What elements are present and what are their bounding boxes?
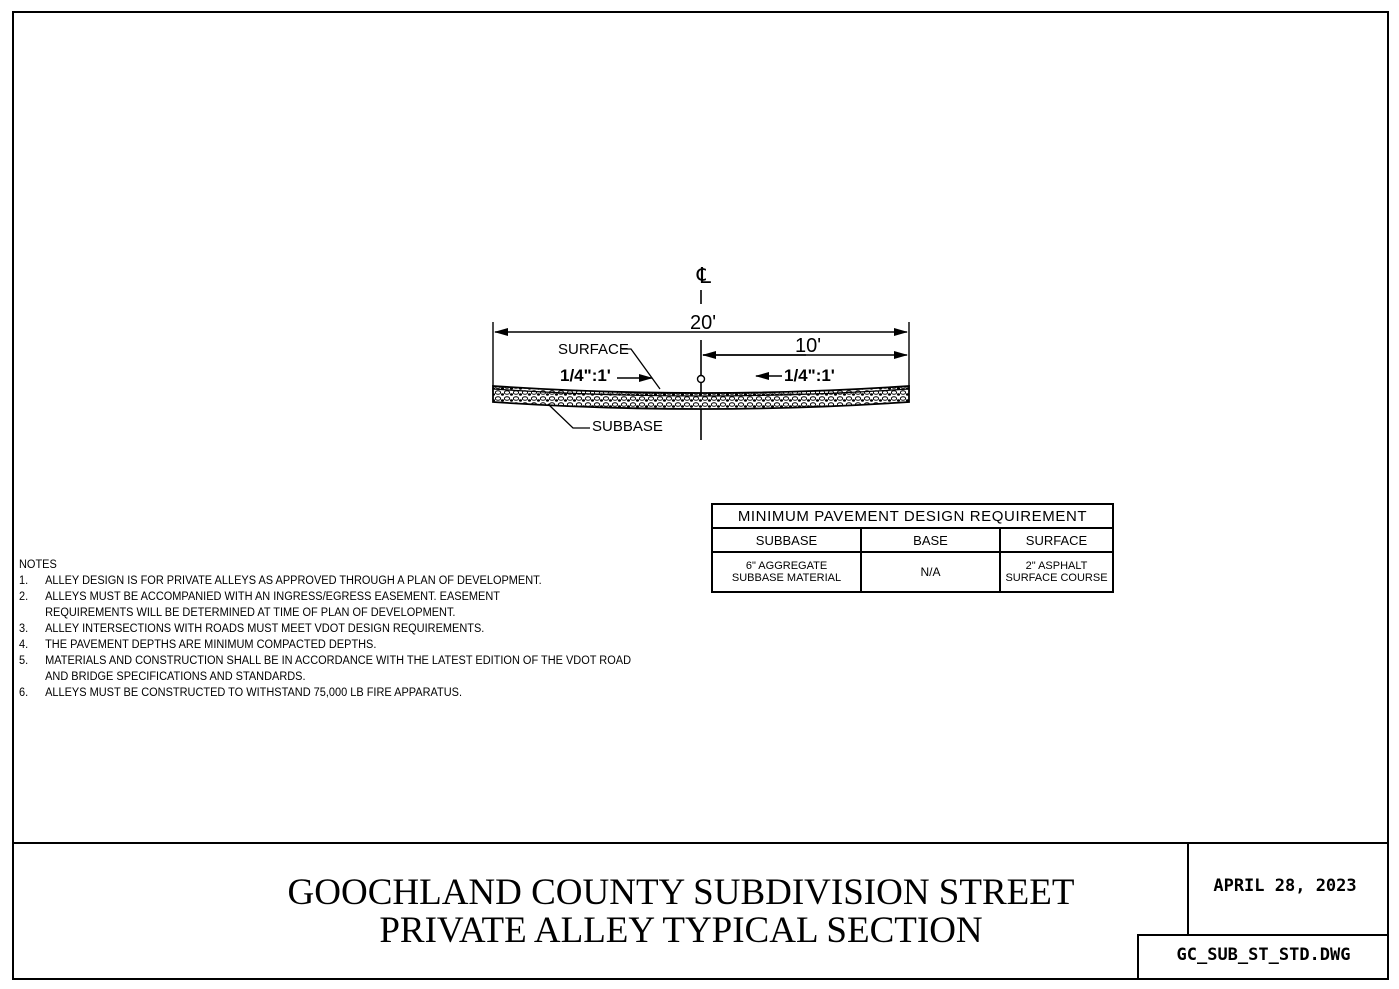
note-number: 1. — [19, 573, 29, 587]
drawing-title-line2: PRIVATE ALLEY TYPICAL SECTION — [379, 910, 983, 951]
note-text: ALLEY INTERSECTIONS WITH ROADS MUST MEET VDOT DESIGN REQUIREMENTS. — [45, 621, 485, 635]
drawing-file-name: GC_SUB_ST_STD.DWG — [1176, 945, 1351, 965]
drawing-title — [200, 874, 1162, 950]
title-block-date-divider — [1137, 934, 1389, 936]
note-number: 6. — [19, 685, 29, 699]
cell-surface-line1: 2" ASPHALT — [1025, 560, 1088, 572]
cell-surface — [1000, 552, 1113, 592]
header-subbase: SUBBASE — [712, 528, 861, 552]
header-base: BASE — [861, 528, 1000, 552]
note-number: 3. — [19, 621, 29, 635]
subbase-label: SUBBASE — [592, 418, 663, 435]
title-block-divider — [12, 842, 1389, 844]
note-text: ALLEYS MUST BE CONSTRUCTED TO WITHSTAND 75,000 LB FIRE APPARATUS. — [45, 685, 463, 699]
note-item — [19, 684, 675, 700]
note-text: THE PAVEMENT DEPTHS ARE MINIMUM COMPACTED DEPTHS. — [45, 637, 377, 651]
title-block-vertical-divider — [1187, 842, 1189, 936]
table-title: MINIMUM PAVEMENT DESIGN REQUIREMENT — [712, 504, 1113, 528]
notes-list — [19, 572, 675, 700]
centerline-point-marker — [698, 376, 705, 383]
header-surface: SURFACE — [1000, 528, 1113, 552]
surface-label: SURFACE — [558, 341, 629, 358]
centerline-symbol: ℄ — [696, 263, 712, 288]
note-item — [19, 572, 675, 588]
drawing-date: APRIL 28, 2023 — [1213, 876, 1357, 896]
note-text: MATERIALS AND CONSTRUCTION SHALL BE IN ACCORDANCE WITH THE LATEST EDITION OF THE VDOT ROAD AND BRIDGE SPECIFICATIONS AND STANDARDS. — [45, 653, 632, 683]
note-number: 2. — [19, 589, 29, 603]
dimension-10ft-label: 10' — [794, 335, 822, 357]
cell-subbase-line2: SUBBASE MATERIAL — [731, 572, 842, 584]
cell-surface-line2: SURFACE COURSE — [1005, 572, 1108, 584]
note-item — [19, 588, 675, 620]
note-text: ALLEY DESIGN IS FOR PRIVATE ALLEYS AS APPROVED THROUGH A PLAN OF DEVELOPMENT. — [45, 573, 542, 587]
note-number: 4. — [19, 637, 29, 651]
slope-left-label: 1/4":1' — [560, 366, 611, 385]
cell-subbase — [712, 552, 861, 592]
slope-right-label: 1/4":1' — [784, 366, 835, 385]
note-item — [19, 636, 675, 652]
note-text: ALLEYS MUST BE ACCOMPANIED WITH AN INGRESS/EGRESS EASEMENT. EASEMENT REQUIREMENTS WILL BE DETERMINED AT TIME OF PLAN OF DEVELOPMENT. — [45, 589, 500, 619]
pavement-requirement-table — [711, 503, 1114, 593]
note-number: 5. — [19, 653, 29, 667]
note-item — [19, 652, 675, 684]
note-item — [19, 620, 675, 636]
drawing-sheet-border — [12, 11, 1389, 980]
drawing-title-line1: GOOCHLAND COUNTY SUBDIVISION STREET — [287, 872, 1075, 913]
cell-base: N/A — [861, 552, 1000, 592]
notes-heading: NOTES — [19, 557, 57, 571]
alley-typical-section-diagram — [470, 255, 940, 450]
notes-section — [19, 556, 675, 700]
dimension-20ft-label: 20' — [689, 312, 717, 334]
cell-subbase-line1: 6" AGGREGATE — [745, 560, 828, 572]
